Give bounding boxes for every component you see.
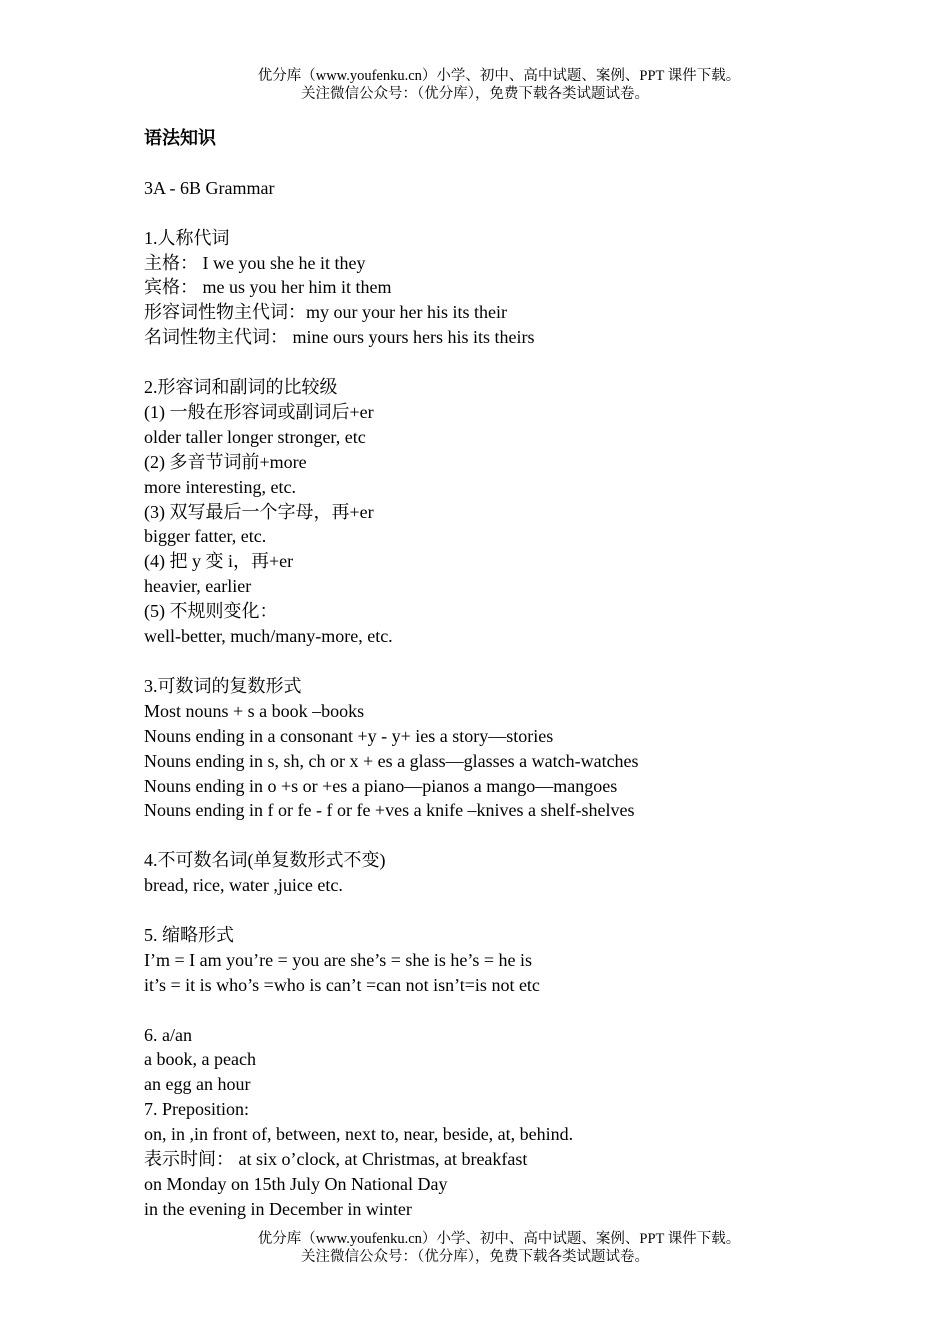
text-line: (5) 不规则变化：: [144, 601, 278, 622]
section-personal-pronouns: [144, 226, 904, 351]
document-title: 语法知识: [144, 128, 216, 148]
section-heading: 4.不可数名词(单复数形式不变): [144, 850, 386, 871]
section-heading: 1.人称代词: [144, 227, 230, 248]
text-line: (4) 把 y 变 i，再+er: [144, 551, 294, 572]
text-line: (3) 双写最后一个字母，再+er: [144, 501, 374, 522]
footer-line-2: 关注微信公众号：（优分库），免费下载各类试题试卷。: [301, 1249, 649, 1265]
text-line: 形容词性物主代词：my our your her his its their: [144, 302, 507, 323]
text-line: in the evening in December in winter: [144, 1198, 412, 1219]
section-prepositions: [144, 1097, 904, 1222]
section-uncountable-nouns: [144, 848, 904, 898]
section-heading: 7. Preposition:: [144, 1099, 250, 1120]
text-line: 名词性物主代词： mine ours yours hers his its theirs: [144, 327, 535, 348]
text-line: heavier, earlier: [144, 576, 252, 597]
spacer: [144, 898, 904, 923]
header-line-1: 优分库（www.youfenku.cn）小学、初中、高中试题、案例、PPT 课件下载。: [257, 68, 741, 84]
spacer: [144, 823, 904, 848]
section-heading: 2.形容词和副词的比较级: [144, 377, 338, 398]
text-line: Nouns ending in f or fe - f or fe +ves a knife –knives a shelf-shelves: [144, 800, 635, 821]
text-line: on Monday on 15th July On National Day: [144, 1173, 448, 1194]
text-line: bread, rice, water ,juice etc.: [144, 875, 343, 896]
section-contractions: [144, 923, 904, 998]
text-line: on, in ,in front of, between, next to, near, beside, at, behind.: [144, 1124, 574, 1145]
text-line: I’m = I am you’re = you are she’s = she is he’s = he is: [144, 949, 533, 970]
text-line: bigger fatter, etc.: [144, 526, 267, 547]
text-line: Most nouns + s a book –books: [144, 700, 365, 721]
header-line-2: 关注微信公众号：（优分库），免费下载各类试题试卷。: [301, 86, 649, 102]
text-line: older taller longer stronger, etc: [144, 426, 366, 447]
page-footer: [0, 1230, 950, 1266]
section-comparatives: [144, 375, 904, 649]
spacer: [144, 201, 904, 226]
section-heading: 3.可数词的复数形式: [144, 675, 302, 696]
text-line: 表示时间： at six o’clock, at Christmas, at breakfast: [144, 1149, 528, 1170]
text-line: 主格： I we you she he it they: [144, 252, 366, 273]
text-line: a book, a peach: [144, 1049, 256, 1070]
document-body: [144, 126, 904, 1222]
page-header: [0, 67, 950, 103]
text-line: 宾格： me us you her him it them: [144, 277, 392, 298]
text-line: well-better, much/many-more, etc.: [144, 626, 393, 647]
spacer: [144, 151, 904, 176]
section-articles: [144, 1023, 904, 1098]
spacer: [144, 350, 904, 375]
section-plural-forms: [144, 674, 904, 823]
text-line: (1) 一般在形容词或副词后+er: [144, 401, 374, 422]
text-line: Nouns ending in a consonant +y - y+ ies a story—stories: [144, 725, 554, 746]
spacer: [144, 998, 904, 1023]
text-line: (2) 多音节词前+more: [144, 451, 307, 472]
document-subtitle: 3A - 6B Grammar: [144, 177, 275, 198]
text-line: Nouns ending in o +s or +es a piano—pianos a mango—mangoes: [144, 775, 618, 796]
text-line: more interesting, etc.: [144, 476, 296, 497]
text-line: Nouns ending in s, sh, ch or x + es a glass—glasses a watch-watches: [144, 750, 639, 771]
text-line: it’s = it is who’s =who is can’t =can not isn’t=is not etc: [144, 974, 540, 995]
section-heading: 6. a/an: [144, 1024, 192, 1045]
text-line: an egg an hour: [144, 1074, 251, 1095]
section-heading: 5. 缩略形式: [144, 924, 234, 945]
spacer: [144, 649, 904, 674]
footer-line-1: 优分库（www.youfenku.cn）小学、初中、高中试题、案例、PPT 课件下载。: [257, 1231, 741, 1247]
